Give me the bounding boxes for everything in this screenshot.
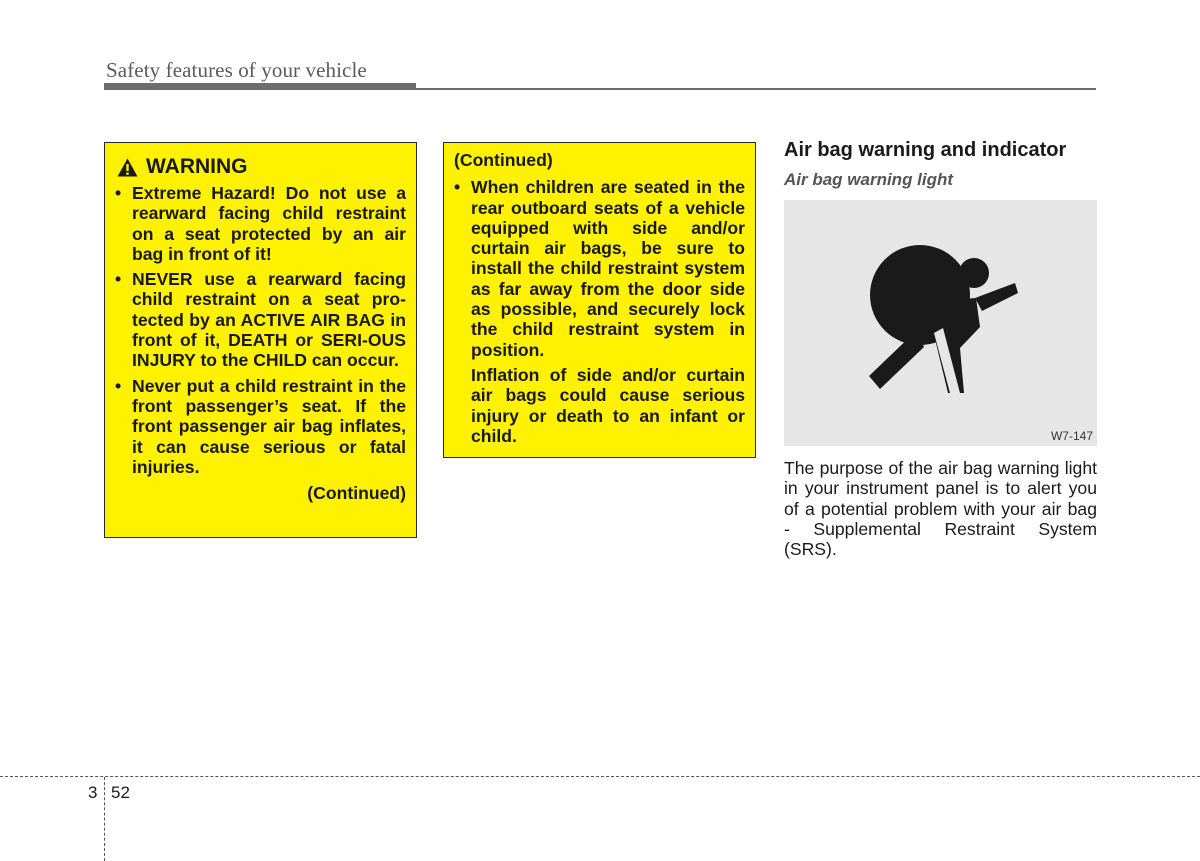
continued-label: (Continued) [454,150,553,170]
footer-dashed-divider [104,777,105,861]
section-heading: Air bag warning and indicator [784,139,1067,161]
airbag-warning-icon [784,200,1097,446]
page-header-title: Safety features of your vehicle [106,58,367,82]
list-item [454,177,745,360]
list-item-text: When children are seated in the rear outboard seats of a vehicle equipped with side and/or curtain air bags, be sure to install the child restraint system as far away from the door side as possible, and securely lock the child restraint system in position. [471,177,745,360]
warning-heading [115,154,406,180]
warning-paragraph: Inflation of side and/or curtain air bags could cause serious injury or death to an infant or child. [471,364,745,446]
bullet-dot: • [115,183,122,203]
bullet-dot: • [115,375,122,396]
header-rule-thin [416,88,1096,90]
bullet-dot: • [454,177,461,198]
bullet-dot: • [115,269,122,290]
warning-box-2 [443,142,756,458]
list-item-text: Extreme Hazard! Do not use a rearward facing child restraint on a seat protected by an air bag in front of it! [132,183,406,264]
warning-heading-text: WARNING [146,155,248,178]
header-rule-thick [104,83,416,90]
figure-code: W7-147 [1050,429,1093,443]
section-subheading: Air bag warning light [784,170,954,189]
list-item [115,183,406,264]
airbag-figure [784,200,1097,446]
list-item [115,269,406,370]
body-paragraph: The purpose of the air bag warning light in your instrument panel is to alert you of a potential problem with your air bag - Supplemental Restraint System (SRS). [784,458,1097,560]
warning-triangle-icon [117,158,138,177]
page-number: 52 [111,783,130,802]
list-item [115,376,406,477]
footer-dashed-rule [0,776,1200,777]
warning-box-1 [104,142,417,538]
chapter-number: 3 [88,783,98,802]
list-item-text: Never put a child restraint in the front passenger’s seat. If the front passenger air bag inflates, it can cause serious or fatal injuries. [132,375,406,477]
list-item-text: NEVER use a rearward facing child restraint on a seat pro-tected by an ACTIVE AIR BAG in front of it, DEATH or SERI-OUS INJURY to the CHILD can occur. [132,269,406,371]
continued-label: (Continued) [307,483,406,504]
